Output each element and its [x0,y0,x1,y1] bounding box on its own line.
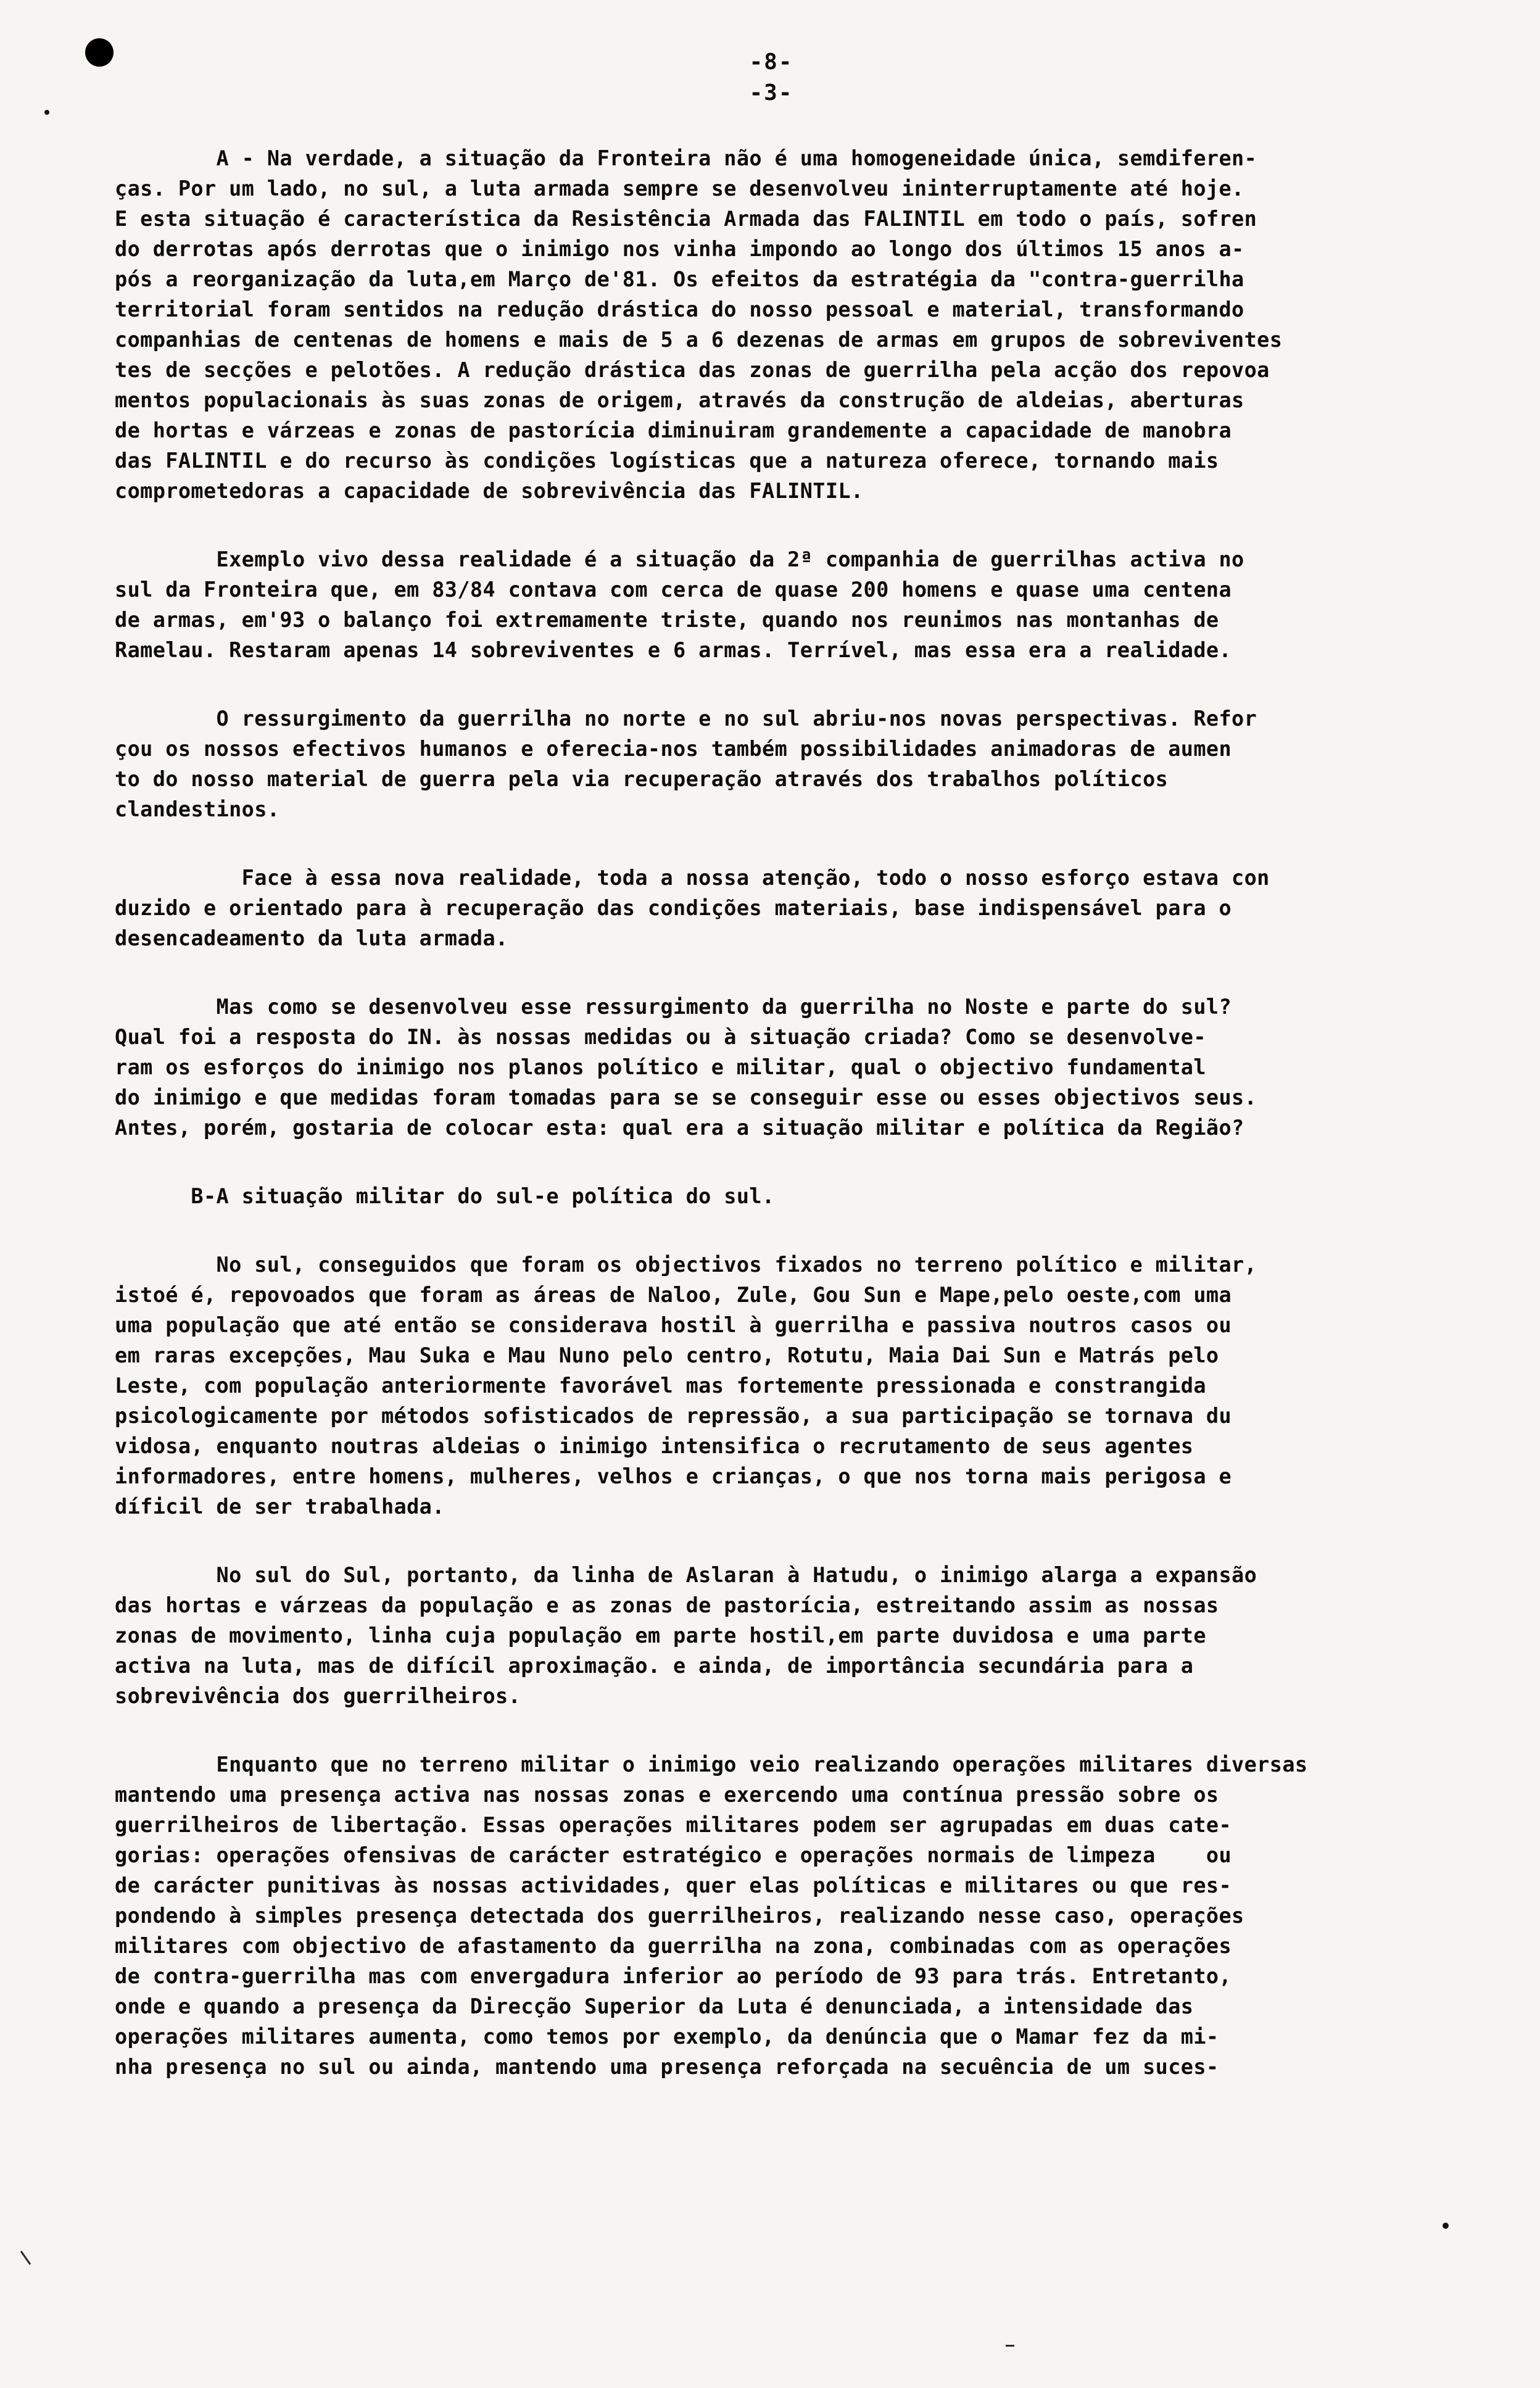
paragraph-gap [115,665,1447,703]
text-line: nha presença no sul ou ainda, mantendo uma presença reforçada na secuência de um suces- [115,2055,1219,2079]
text-line: uma população que até então se considerava hostil à guerrilha e passiva noutros casos ou [115,1313,1232,1337]
stray-mark [1006,2345,1014,2347]
text-line: tes de secções e pelotões. A redução drástica das zonas de guerrilha pela acção dos repovoa [115,358,1270,382]
text-line: onde e quando a presença da Direcção Superior da Luta é denunciada, a intensidade das [115,1994,1194,2018]
text-line: çou os nossos efectivos humanos e oferecia-nos também possibilidades animadoras de aumen [115,737,1232,761]
punch-hole-mark [85,38,114,67]
text-line: O ressurgimento da guerrilha no norte e no sul abriu-nos novas perspectivas. Refor [115,707,1257,731]
stray-mark [20,2250,31,2265]
text-line: Antes, porém, gostaria de colocar esta: qual era a situação militar e política da Região? [115,1116,1244,1140]
text-line: das FALINTIL e do recurso às condições logísticas que a natureza oferece, tornando mais [115,449,1219,473]
text-line: do inimigo e que medidas foram tomadas para se se conseguir esse ou esses objectivos seus. [115,1085,1257,1109]
text-line: informadores, entre homens, mulheres, velhos e crianças, o que nos torna mais perigosa e [115,1464,1232,1488]
paragraph [115,703,1447,824]
text-line: sul da Fronteira que, em 83/84 contava com cerca de quase 200 homens e quase uma centena [115,578,1232,602]
text-line: das hortas e várzeas da população e as zonas de pastorícia, estreitando assim as nossas [115,1593,1219,1617]
text-line: territorial foram sentidos na redução drástica do nosso pessoal e material, transformando [115,297,1244,321]
text-line: Leste, com população anteriormente favorável mas fortemente pressionada e constrangida [115,1374,1206,1398]
text-line: desencadeamento da luta armada. [115,926,508,950]
text-line: zonas de movimento, linha cuja população em parte hostil,em parte duvidosa e uma parte [115,1623,1206,1648]
text-line: Mas como se desenvolveu esse ressurgimento da guerrilha no Noste e parte do sul? [115,995,1232,1019]
text-line: duzido e orientado para à recuperação das condições materiais, base indispensável para o [115,896,1232,920]
text-line: em raras excepções, Mau Suka e Mau Nuno pelo centro, Rotutu, Maia Dai Sun e Matrás pelo [115,1343,1219,1367]
text-line: de contra-guerrilha mas com envergadura inferior ao período de 93 para trás. Entretanto, [115,1964,1232,1988]
text-line: istoé é, repovoados que foram as áreas de Naloo, Zule, Gou Sun e Mape,pelo oeste,com uma [115,1283,1232,1307]
text-line: No sul, conseguidos que foram os objectivos fixados no terreno político e militar, [115,1253,1257,1277]
paragraph [115,544,1447,665]
paragraph [115,992,1447,1143]
text-line: vidosa, enquanto noutras aldeias o inimigo intensifica o recrutamento de seus agentes [115,1434,1194,1458]
stray-mark [44,110,49,115]
text-line: mentos populacionais às suas zonas de origem, através da construção de aldeias, aberturas [115,388,1244,412]
text-line: E esta situação é característica da Resistência Armada das FALINTIL em todo o país, sofren [115,207,1257,231]
text-line: pós a reorganização da luta,em Março de'81. Os efeitos da estratégia da "contra-guerrilha [115,267,1244,291]
paragraph-gap [115,506,1447,544]
stray-mark [1443,2223,1449,2229]
paragraph-gap [115,953,1447,992]
paragraph-gap [115,1143,1447,1181]
paragraph [115,1250,1447,1522]
text-line: ças. Por um lado, no sul, a luta armada sempre se desenvolveu ininterruptamente até hoje. [115,176,1244,201]
text-line: de carácter punitivas às nossas actividades, quer elas políticas e militares ou que res- [115,1873,1232,1897]
text-line: de armas, em'93 o balanço foi extremamente triste, quando nos reunimos nas montanhas de [115,608,1219,632]
text-line: militares com objectivo de afastamento da guerrilha na zona, combinadas com as operações [115,1934,1232,1958]
text-line: No sul do Sul, portanto, da linha de Aslaran à Hatudu, o inimigo alarga a expansão [115,1563,1257,1587]
paragraph-gap [115,1711,1447,1749]
paragraph [115,1560,1447,1711]
text-line: operações militares aumenta, como temos por exemplo, da denúncia que o Mamar fez da mi- [115,2025,1219,2049]
page-number-second: -3- [749,80,793,106]
paragraph [115,863,1447,953]
text-line: A - Na verdade, a situação da Fronteira não é uma homogeneidade única, semdiferen- [115,146,1257,170]
paragraph-gap [115,824,1447,863]
paragraph-gap [115,1522,1447,1560]
text-line: de hortas e várzeas e zonas de pastorícia diminuiram grandemente a capacidade de manobra [115,418,1232,442]
text-line: guerrilheiros de libertação. Essas operações militares podem ser agrupadas em duas cate- [115,1813,1232,1837]
text-line: pondendo à simples presença detectada dos guerrilheiros, realizando nesse caso, operações [115,1904,1244,1928]
text-line: clandestinos. [115,797,280,821]
paragraph [115,1749,1447,2082]
text-line: psicologicamente por métodos sofisticados de repressão, a sua participação se tornava du [115,1404,1232,1428]
text-line: Qual foi a resposta do IN. às nossas medidas ou à situação criada? Como se desenvolve- [115,1025,1206,1049]
typewritten-body [115,143,1447,2082]
text-line: Face à essa nova realidade, toda a nossa atenção, todo o nosso esforço estava con [115,866,1270,890]
page-number-top: -8- [749,49,793,75]
text-line: Exemplo vivo dessa realidade é a situação da 2ª companhia de guerrilhas activa no [115,547,1244,571]
text-line: mantendo uma presença activa nas nossas zonas e exercendo uma contínua pressão sobre os [115,1783,1219,1807]
text-line: companhias de centenas de homens e mais de 5 a 6 dezenas de armas em grupos de sobreviventes [115,328,1283,352]
text-line: B-A situação militar do sul-e política do sul. [115,1184,775,1208]
paragraph [115,143,1447,506]
text-line: sobrevivência dos guerrilheiros. [115,1684,521,1708]
text-line: Ramelau. Restaram apenas 14 sobreviventes e 6 armas. Terrível, mas essa era a realidade. [115,638,1232,662]
text-line: Enquanto que no terreno militar o inimigo veio realizando operações militares diversas [115,1752,1308,1776]
text-line: comprometedoras a capacidade de sobrevivência das FALINTIL. [115,479,864,503]
text-line: díficil de ser trabalhada. [115,1495,445,1519]
paragraph-gap [115,1211,1447,1250]
text-line: gorias: operações ofensivas de carácter estratégico e operações normais de limpeza ou [115,1843,1232,1867]
text-line: to do nosso material de guerra pela via recuperação através dos trabalhos políticos [115,767,1169,791]
text-line: do derrotas após derrotas que o inimigo nos vinha impondo ao longo dos últimos 15 anos a- [115,237,1244,261]
text-line: ram os esforços do inimigo nos planos político e militar, qual o objectivo fundamental [115,1055,1206,1079]
paragraph [115,1181,1447,1211]
text-line: activa na luta, mas de difícil aproximação. e ainda, de importância secundária para a [115,1654,1194,1678]
